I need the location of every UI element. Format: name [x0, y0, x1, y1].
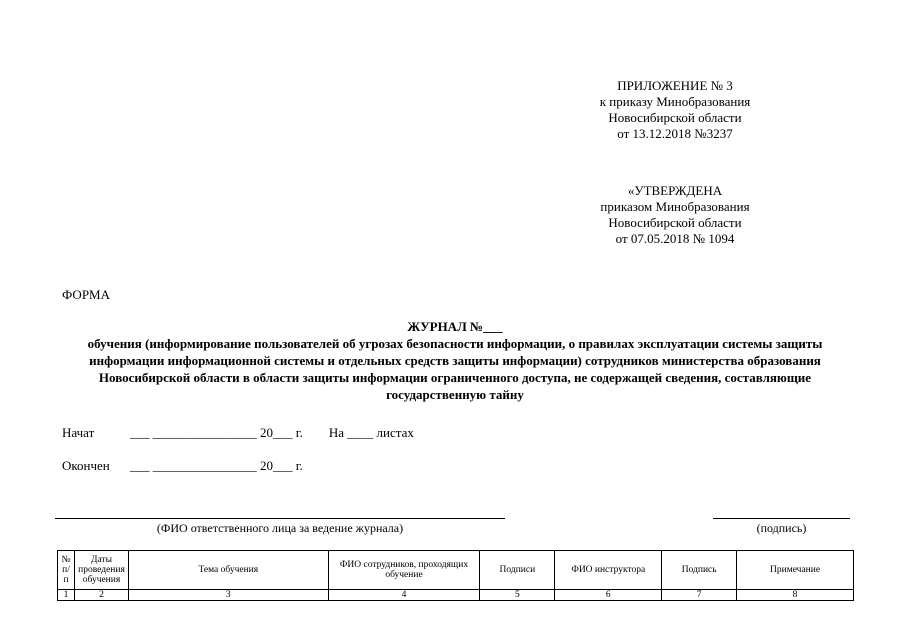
- finished-label: Окончен: [62, 458, 110, 473]
- column-number-cell: 4: [328, 590, 480, 601]
- approval-line: приказом Минобразования: [600, 199, 750, 214]
- header-note: Примечание: [737, 551, 854, 590]
- journal-table: [57, 550, 854, 601]
- form-label: ФОРМА: [62, 287, 110, 302]
- started-label: Начат: [62, 425, 95, 440]
- started-date-line: ___ ________________ 20___ г. На ____ листах: [130, 425, 414, 440]
- column-number-cell: 2: [74, 590, 128, 601]
- appendix-line: ПРИЛОЖЕНИЕ № 3: [617, 78, 733, 93]
- appendix-block: [560, 78, 790, 142]
- column-number-cell: 1: [58, 590, 75, 601]
- signature-line: [713, 518, 850, 519]
- header-instructor: ФИО инструктора: [555, 551, 662, 590]
- journal-subtitle: обучения (информирование пользователей об угрозах безопасности информации, о правилах эксплуатации системы защиты информации информационной системы и отдельных средств защиты информации) сотрудников министерства образования Новосибирской области в области защиты информации ограниченного доступа, не содержащей сведения, составляющие государственную тайну: [87, 336, 823, 402]
- column-number-cell: 6: [555, 590, 662, 601]
- journal-heading: [50, 318, 860, 403]
- header-dates: Даты проведения обучения: [74, 551, 128, 590]
- approval-block: [560, 183, 790, 247]
- column-number-cell: 3: [128, 590, 328, 601]
- column-number-cell: 7: [662, 590, 737, 601]
- column-number-cell: 8: [737, 590, 854, 601]
- approval-line: от 07.05.2018 № 1094: [615, 231, 735, 246]
- appendix-line: от 13.12.2018 №3237: [617, 126, 733, 141]
- column-number-cell: 5: [480, 590, 555, 601]
- finished-date-line: ___ ________________ 20___ г.: [130, 458, 303, 473]
- header-signature: Подпись: [662, 551, 737, 590]
- journal-title: ЖУРНАЛ №___: [407, 319, 503, 334]
- signature-caption: (подпись): [756, 521, 807, 535]
- responsible-signature-line: [55, 518, 505, 519]
- responsible-caption: (ФИО ответственного лица за ведение журнала): [156, 521, 404, 535]
- table-header-row: [58, 551, 854, 590]
- appendix-line: к приказу Минобразования: [599, 94, 751, 109]
- header-signatures: Подписи: [480, 551, 555, 590]
- finished-row: [62, 458, 562, 474]
- header-number: № п/п: [58, 551, 75, 590]
- header-employees: ФИО сотрудников, проходящих обучение: [328, 551, 480, 590]
- started-row: [62, 425, 562, 441]
- approval-line: «УТВЕРЖДЕНА: [627, 183, 723, 198]
- appendix-line: Новосибирской области: [608, 110, 742, 125]
- header-topic: Тема обучения: [128, 551, 328, 590]
- approval-line: Новосибирской области: [608, 215, 742, 230]
- table-row: [58, 590, 854, 601]
